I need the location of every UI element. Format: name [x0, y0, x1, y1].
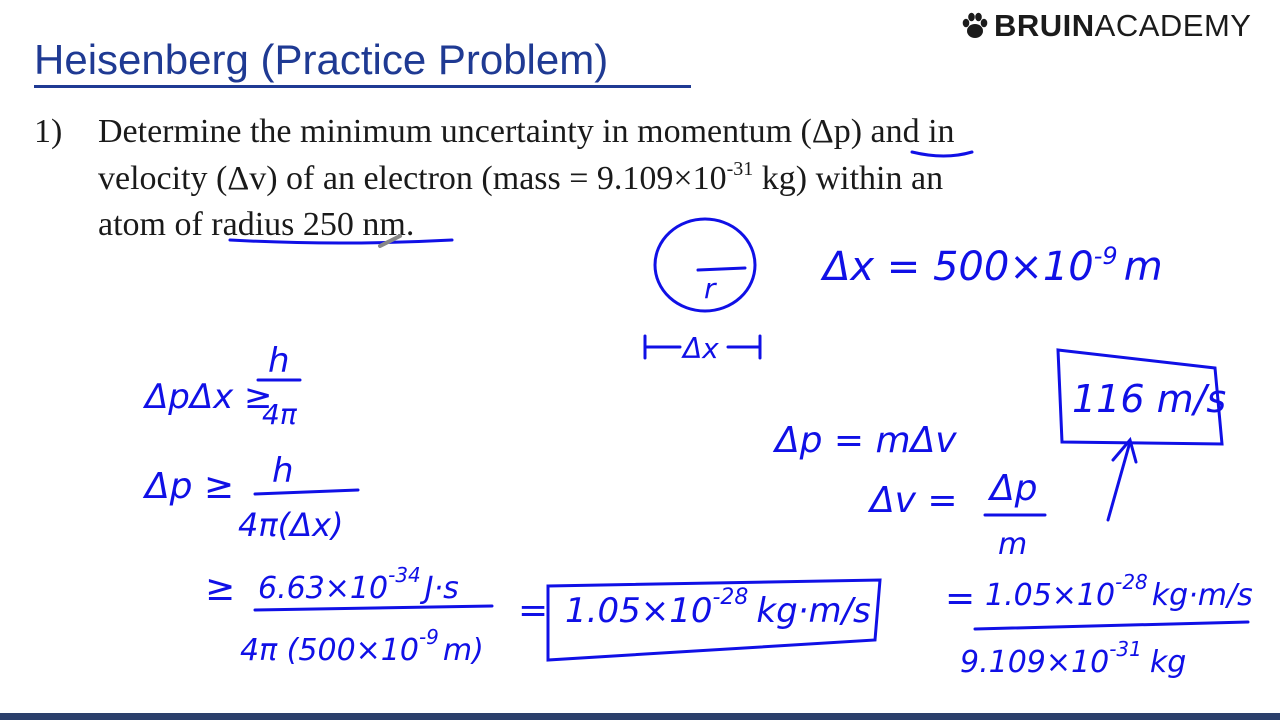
frac-bar-5 [975, 622, 1248, 629]
line2-tail: kg) within an [753, 160, 944, 197]
dp-inequality-den: 4π(Δx) [238, 506, 344, 544]
heisenberg-lhs: ΔpΔx ≥ [145, 377, 273, 417]
problem-line-1: Determine the minimum uncertainty in momentum (Δp) and in [98, 113, 955, 150]
answer-value: 116 m/s [1072, 377, 1227, 421]
dp-inequality-lhs: Δp ≥ [145, 466, 235, 507]
radius-underline [230, 240, 452, 243]
equals-sign-2: = [945, 578, 976, 619]
geq-sign: ≥ [205, 568, 236, 609]
heisenberg-h: h [268, 341, 290, 381]
brand-bold: BRUIN [994, 8, 1095, 43]
dp-result: $1.05\times 10^{-28}$ kg·m/s [565, 585, 871, 631]
dv-denominator: m [998, 527, 1028, 562]
momentum-equation: Δp = mΔv [775, 420, 957, 461]
bottom-bar [0, 713, 1280, 720]
dv-numerator: Δp [990, 468, 1038, 509]
radius-line [698, 268, 745, 270]
dv-lhs: Δv = [870, 480, 958, 521]
problem-number: 1) [34, 113, 63, 150]
frac-bar-2 [255, 490, 358, 494]
handwritten-text [142, 242, 1253, 680]
final-denominator: $9.109\times 10^{-31}$ kg [960, 637, 1187, 680]
brand-light: ACADEMY [1094, 8, 1252, 43]
problem-line-3: atom of radius 250 nm. [98, 206, 415, 243]
line2-exponent: -31 [726, 158, 754, 180]
dx-value: $\Delta x = 500\times 10^{-9}$ m [823, 242, 1163, 290]
heisenberg-4pi: 4π [262, 398, 297, 431]
frac-bar-3 [255, 606, 492, 610]
delta-p-underline [912, 152, 972, 156]
diameter-label: Δx [683, 332, 719, 365]
page-title: Heisenberg (Practice Problem) [34, 36, 609, 83]
dp-inequality-h: h [272, 451, 294, 491]
final-numerator: $1.05\times 10^{-28}$ kg·m/s [985, 570, 1253, 613]
line2-text: velocity (Δv) of an electron (mass = 9.109×10 [98, 160, 727, 197]
radius-label: r [704, 272, 716, 305]
equals-sign-1: = [518, 590, 549, 631]
calc-denominator: 4π ($500\times 10^{-9}$ m) [240, 625, 484, 668]
calc-numerator: $6.63\times 10^{-34}$ J·s [258, 563, 459, 606]
